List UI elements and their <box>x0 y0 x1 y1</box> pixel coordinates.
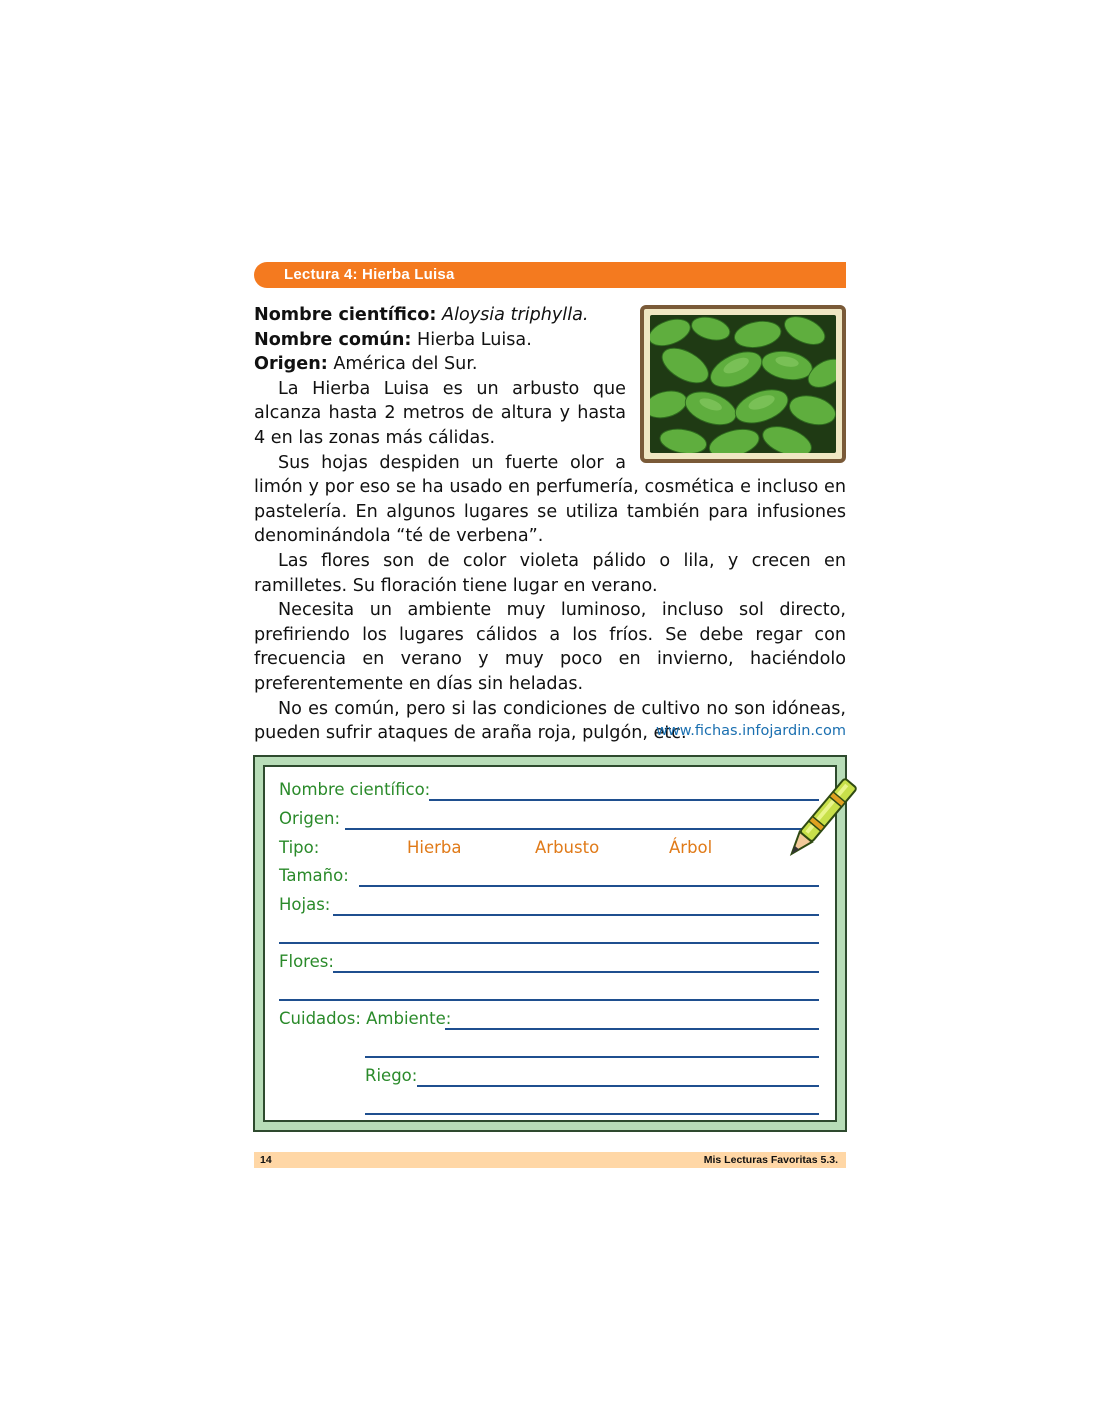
form-row-flowers <box>279 949 819 973</box>
paragraph: La Hierba Luisa es un arbusto que alcanza hasta 2 metros de altura y hasta 4 en las zonas más cálidas. <box>254 378 626 448</box>
form-label-care: Cuidados: Ambiente: <box>279 1009 452 1028</box>
paragraph: Las flores son de color violeta pálido o lila, y crecen en ramilletes. Su floración tiene lugar en verano. <box>254 550 846 596</box>
common-name-label: Nombre común: <box>254 329 412 350</box>
answer-line[interactable] <box>445 1028 819 1030</box>
footer-bar <box>254 1152 846 1168</box>
form-label-origin: Origen: <box>279 809 340 828</box>
form-row-size <box>279 863 819 887</box>
answer-line[interactable] <box>279 942 819 944</box>
form-row-care-extra <box>279 1034 819 1058</box>
paragraph: No es común, pero si las condiciones de cultivo no son idóneas, pueden sufrir ataques de araña roja, pulgón, etc. <box>254 698 846 744</box>
form-row-watering-extra <box>279 1091 819 1115</box>
answer-line[interactable] <box>429 799 819 801</box>
scientific-name-label: Nombre científico: <box>254 305 437 325</box>
form-row-care <box>279 1006 819 1030</box>
reading-text <box>254 303 846 746</box>
worksheet-card <box>253 755 847 1132</box>
answer-line[interactable] <box>417 1085 819 1087</box>
common-name-value: Hierba Luisa. <box>417 329 532 350</box>
form-row-leaves <box>279 892 819 916</box>
type-option-hierba[interactable]: Hierba <box>407 838 462 857</box>
answer-line[interactable] <box>359 885 819 887</box>
form-row-scientific <box>279 777 819 801</box>
scientific-name-value: Aloysia triphylla. <box>442 305 589 325</box>
form-row-leaves-extra <box>279 920 819 944</box>
form-label-flowers: Flores: <box>279 952 334 971</box>
leaves-image <box>650 315 836 453</box>
paragraph: Necesita un ambiente muy luminoso, incluso sol directo, prefiriendo los lugares cálidos a los fríos. Se debe regar con frecuencia en verano y muy poco en invierno, haciéndolo preferentemente en días sin heladas. <box>254 600 846 694</box>
type-option-arbol[interactable]: Árbol <box>669 838 713 857</box>
page-number: 14 <box>260 1154 272 1166</box>
answer-line[interactable] <box>279 999 819 1001</box>
pencil-icon <box>780 770 860 870</box>
answer-line[interactable] <box>365 1056 819 1058</box>
section-title: Lectura 4: Hierba Luisa <box>284 266 455 283</box>
form-row-origin <box>279 806 819 830</box>
worksheet-inner <box>263 765 837 1122</box>
form-row-flowers-extra <box>279 977 819 1001</box>
form-label-size: Tamaño: <box>279 866 349 885</box>
type-option-arbusto[interactable]: Arbusto <box>535 838 600 857</box>
origin-label: Origen: <box>254 354 328 375</box>
answer-line[interactable] <box>345 828 819 830</box>
form-label-watering: Riego: <box>365 1066 418 1085</box>
answer-line[interactable] <box>333 914 819 916</box>
origin-value: América del Sur. <box>333 354 478 375</box>
answer-line[interactable] <box>333 971 819 973</box>
paragraph: Sus hojas despiden un fuerte olor a limón y por eso se ha usado en perfumería, cosmética e incluso en pastelería. En algunos lugares se utiliza también para infusiones denominándola “té de verbena”. <box>254 452 846 547</box>
form-label-leaves: Hojas: <box>279 895 331 914</box>
section-header-bar <box>254 262 846 288</box>
answer-line[interactable] <box>365 1113 819 1115</box>
form-label-type: Tipo: <box>279 838 320 857</box>
form-label-scientific: Nombre científico: <box>279 780 431 799</box>
form-row-watering <box>279 1063 819 1087</box>
source-link[interactable]: www.fichas.infojardin.com <box>655 723 846 739</box>
form-row-type <box>279 835 819 859</box>
book-title: Mis Lecturas Favoritas 5.3. <box>703 1154 838 1166</box>
plant-photo <box>640 305 846 463</box>
